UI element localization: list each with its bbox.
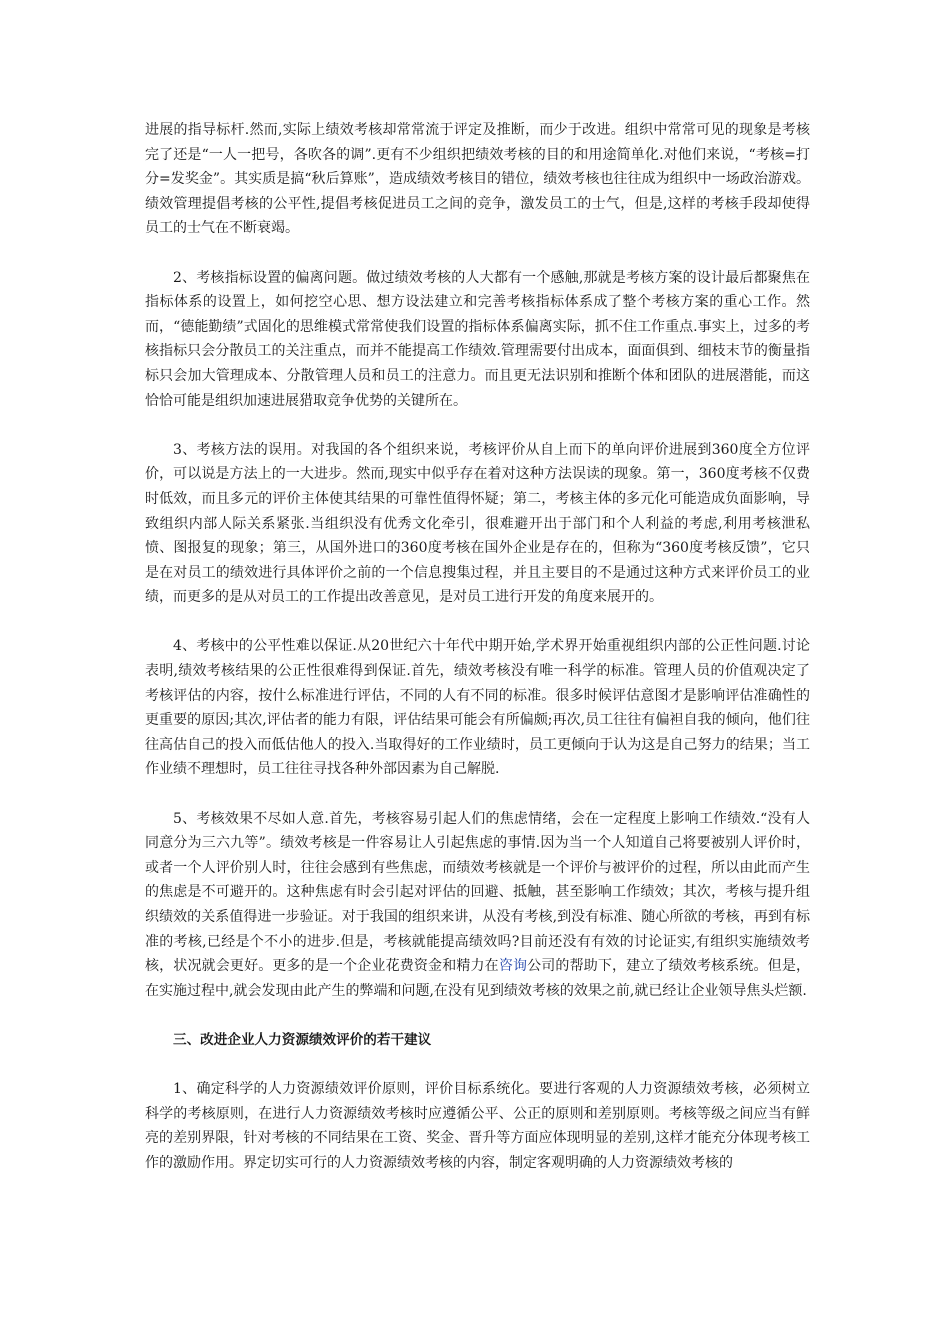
paragraph-point-5-before: 5、考核效果不尽如人意.首先，考核容易引起人们的焦虑情绪，会在一定程度上影响工作绩效.“没有人同意分为三六九等”。绩效考核是一件容易让人引起焦虑的事情.因为当一个人知道自己将要被别人评价时，或者一个人评价别人时，往往会感到有些焦虑，而绩效考核就是一个评价与被评价的过程，所以由此而产生的焦虑是不可避开的。这种焦虑有时会引起对评估的回避、抵触，甚至影响工作绩效；其次，考核与提升组织绩效的关系值得进一步验证。对于我国的组织来讲，从没有考核,到没有标准、随心所欲的考核，再到有标准的考核,已经是个不小的进步.但是，考核就能提高绩效吗?目前还没有有效的讨论证实,有组织实施绩效考核，状况就会更好。更多的是一个企业花费资金和精力在 xyxy=(145,810,810,975)
paragraph-point-5-after: 公司的帮助下，建立了绩效考核系统。但是，在实施过程中,就会发现由此产生的弊端和问题,在没有见到绩效考核的效果之前,就已经让企业领导焦头烂额. xyxy=(145,958,811,999)
paragraph-intro-continuation: 进展的指导标杆.然而,实际上绩效考核却常常流于评定及推断，而少于改进。组织中常常可见的现象是考核完了还是“一人一把号，各吹各的调”.更有不少组织把绩效考核的目的和用途简单化.对他们来说，“考核=打分=发奖金”。其实质是搞“秋后算账”，造成绩效考核目的错位，绩效考核也往往成为组织中一场政治游戏。绩效管理提倡考核的公平性,提倡考核促进员工之间的竞争，激发员工的士气，但是,这样的考核手段却使得员工的士气在不断衰竭。 xyxy=(145,122,810,237)
paragraph-point-2: 2、考核指标设置的偏离问题。做过绩效考核的人大都有一个感触,那就是考核方案的设计最后都聚焦在指标体系的设置上，如何挖空心思、想方设法建立和完善考核指标体系成了整个考核方案的重心工作。然而，“德能勤绩”式固化的思维模式常常使我们设置的指标体系偏离实际，抓不住工作重点.事实上，过多的考核指标只会分散员工的关注重点，而并不能提高工作绩效.管理需要付出成本，面面俱到、细枝末节的衡量指标只会加大管理成本、分散管理人员和员工的注意力。而且更无法识别和推断个体和团队的进展潜能，而这恰恰可能是组织加速进展猎取竞争优势的关键所在。 xyxy=(145,269,810,409)
paragraph-suggestion-1: 1、确定科学的人力资源绩效评价原则，评价目标系统化。要进行客观的人力资源绩效考核，必须树立科学的考核原则，在进行人力资源绩效考核时应遵循公平、公正的原则和差别原则。考核等级之间应当有鲜亮的差别界限，针对考核的不同结果在工资、奖金、晋升等方面应体现明显的差别,这样才能充分体现考核工作的激励作用。界定切实可行的人力资源绩效考核的内容，制定客观明确的人力资源绩效考核的 xyxy=(145,1081,810,1171)
paragraph-point-3: 3、考核方法的误用。对我国的各个组织来说，考核评价从自上而下的单向评价进展到360度全方位评价，可以说是方法上的一大进步。然而,现实中似乎存在着对这种方法误读的现象。第一，360度考核不仅费时低效，而且多元的评价主体使其结果的可靠性值得怀疑；第二，考核主体的多元化可能造成负面影响，导致组织内部人际关系紧张.当组织没有优秀文化牵引，很难避开出于部门和个人利益的考虑,利用考核泄私愤、图报复的现象；第三，从国外进口的360度考核在国外企业是存在的，但称为“360度考核反馈”，它只是在对员工的绩效进行具体评价之前的一个信息搜集过程，并且主要目的不是通过这种方式来评价员工的业绩，而更多的是从对员工的工作提出改善意见，是对员工进行开发的角度来展开的。 xyxy=(145,441,810,606)
section-heading: 三、改进企业人力资源绩效评价的若干建议 xyxy=(173,1031,432,1048)
paragraph-point-4: 4、考核中的公平性难以保证.从20世纪六十年代中期开始,学术界开始重视组织内部的公正性问题.讨论表明,绩效考核结果的公正性很难得到保证.首先，绩效考核没有唯一科学的标准。管理人员的价值观决定了考核评估的内容，按什么标准进行评估，不同的人有不同的标准。很多时候评估意图才是影响评估准确性的更重要的原因;其次,评估者的能力有限，评估结果可能会有所偏颇;再次,员工往往有偏袒自我的倾向，他们往往高估自己的投入而低估他人的投入.当取得好的工作业绩时，员工更倾向于认为这是自己努力的结果；当工作业绩不理想时，员工往往寻找各种外部因素为自己解脱. xyxy=(145,638,810,778)
consulting-link[interactable]: 咨询 xyxy=(498,958,528,975)
document-page xyxy=(145,118,810,1200)
paragraph-point-5 xyxy=(145,807,810,1004)
